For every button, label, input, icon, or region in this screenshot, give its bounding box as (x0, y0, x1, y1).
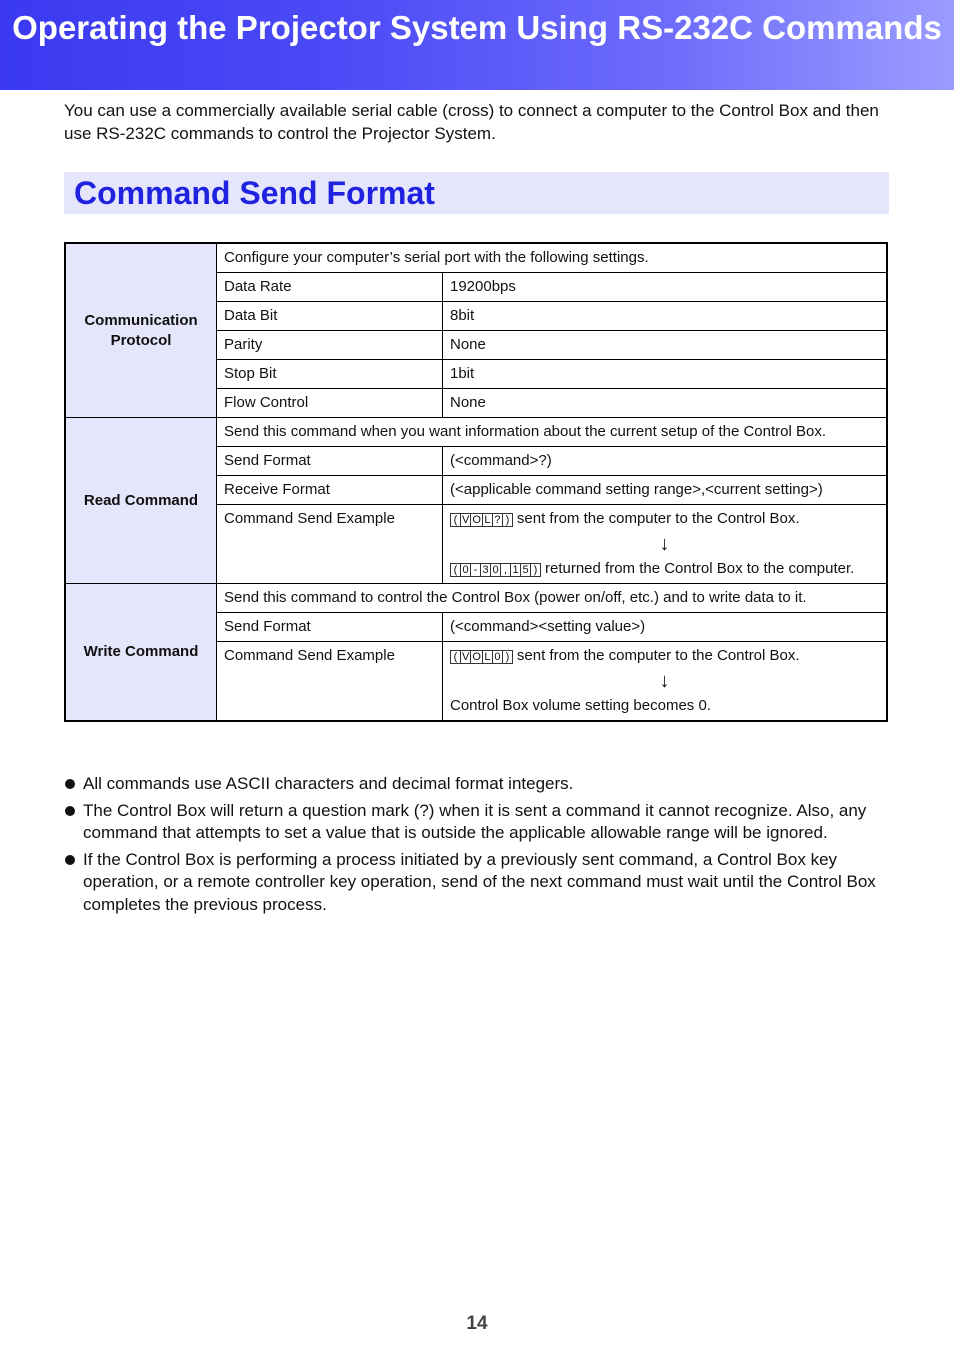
write-example-sent (450, 646, 879, 666)
key-box: ? (492, 513, 503, 527)
read-example-returned (450, 559, 879, 579)
key-box: ( (450, 563, 461, 577)
write-example-sent-text: sent from the computer to the Control Box. (516, 647, 800, 665)
key-box: - (470, 563, 481, 577)
bullet-icon (65, 855, 75, 865)
table-row (65, 584, 887, 613)
section-heading-bar (64, 172, 889, 214)
title-banner (0, 0, 954, 90)
write-example-cell (443, 642, 888, 722)
page-number: 14 (466, 1313, 488, 1334)
key-box: ) (530, 563, 541, 577)
page-title: Operating the Projector System Using RS-232C Commands (12, 9, 942, 46)
section-title: Command Send Format (74, 175, 435, 211)
read-receive-format-label: Receive Format (217, 476, 443, 505)
notes-list (64, 773, 894, 920)
communication-description: Configure your computer’s serial port with the following settings. (217, 243, 888, 273)
key-box: ) (502, 513, 513, 527)
key-box: ) (502, 650, 513, 664)
read-example-returned-text: returned from the Control Box to the computer. (545, 560, 855, 578)
read-description: Send this command when you want information about the current setup of the Control Box. (217, 418, 888, 447)
note-text: All commands use ASCII characters and decimal format integers. (83, 774, 574, 793)
setting-value: 8bit (443, 302, 888, 331)
read-send-format-label: Send Format (217, 447, 443, 476)
intro-paragraph: You can use a commercially available serial cable (cross) to connect a computer to the Control Box and then use RS-232C commands to control the Projector System. (64, 101, 879, 143)
setting-label: Parity (217, 331, 443, 360)
key-box: , (500, 563, 511, 577)
table-row (65, 418, 887, 447)
key-box: 0 (492, 650, 503, 664)
setting-label: Data Bit (217, 302, 443, 331)
down-arrow-icon: ↓ (659, 670, 670, 693)
communication-protocol-heading: Communication Protocol (65, 243, 217, 418)
down-arrow-icon: ↓ (659, 533, 670, 556)
write-send-format-value: (<command><setting value>) (443, 613, 888, 642)
setting-label: Data Rate (217, 273, 443, 302)
key-sequence (450, 559, 540, 579)
key-box: V (462, 514, 470, 527)
key-box: 1 (510, 563, 521, 577)
key-box: O (472, 514, 481, 527)
note-text: The Control Box will return a question mark (?) when it is sent a command it cannot recognize. Also, any command that attempts to set a value that is outside the applicable allowable range will be ignored. (83, 800, 867, 842)
list-item (64, 849, 894, 917)
key-box: ( (450, 650, 461, 664)
key-box: O (472, 651, 481, 664)
key-sequence (450, 646, 512, 666)
table-row (65, 243, 887, 273)
read-example-cell (443, 505, 888, 584)
bullet-icon (65, 779, 75, 789)
command-format-table (64, 242, 888, 722)
list-item (64, 800, 894, 845)
setting-value: None (443, 331, 888, 360)
write-description: Send this command to control the Control Box (power on/off, etc.) and to write data to it. (217, 584, 888, 613)
key-box: L (482, 650, 493, 664)
read-command-heading: Read Command (65, 418, 217, 584)
write-command-heading: Write Command (65, 584, 217, 722)
setting-label: Stop Bit (217, 360, 443, 389)
key-sequence (450, 509, 512, 529)
read-example-sent (450, 509, 879, 529)
write-example-result: Control Box volume setting becomes 0. (450, 697, 711, 715)
setting-value: 1bit (443, 360, 888, 389)
key-box: ( (450, 513, 461, 527)
write-example-label: Command Send Example (217, 642, 443, 722)
list-item (64, 773, 894, 796)
read-receive-format-value: (<applicable command setting range>,<current setting>) (443, 476, 888, 505)
key-box: 3 (480, 563, 491, 577)
key-box: 0 (460, 563, 471, 577)
key-box: V (462, 651, 470, 664)
bullet-icon (65, 806, 75, 816)
read-example-label: Command Send Example (217, 505, 443, 584)
read-example-sent-text: sent from the computer to the Control Box. (516, 510, 800, 527)
key-box: 5 (520, 563, 531, 577)
read-send-format-value: (<command>?) (443, 447, 888, 476)
write-send-format-label: Send Format (217, 613, 443, 642)
setting-label: Flow Control (217, 389, 443, 418)
key-box: L (482, 513, 493, 527)
key-box: 0 (490, 563, 501, 577)
setting-value: 19200bps (443, 273, 888, 302)
setting-value: None (443, 389, 888, 418)
note-text: If the Control Box is performing a process initiated by a previously sent command, a Control Box key operation, or a remote controller key operation, send of the next command must wait until the Control Box completes the previous process. (83, 849, 876, 914)
